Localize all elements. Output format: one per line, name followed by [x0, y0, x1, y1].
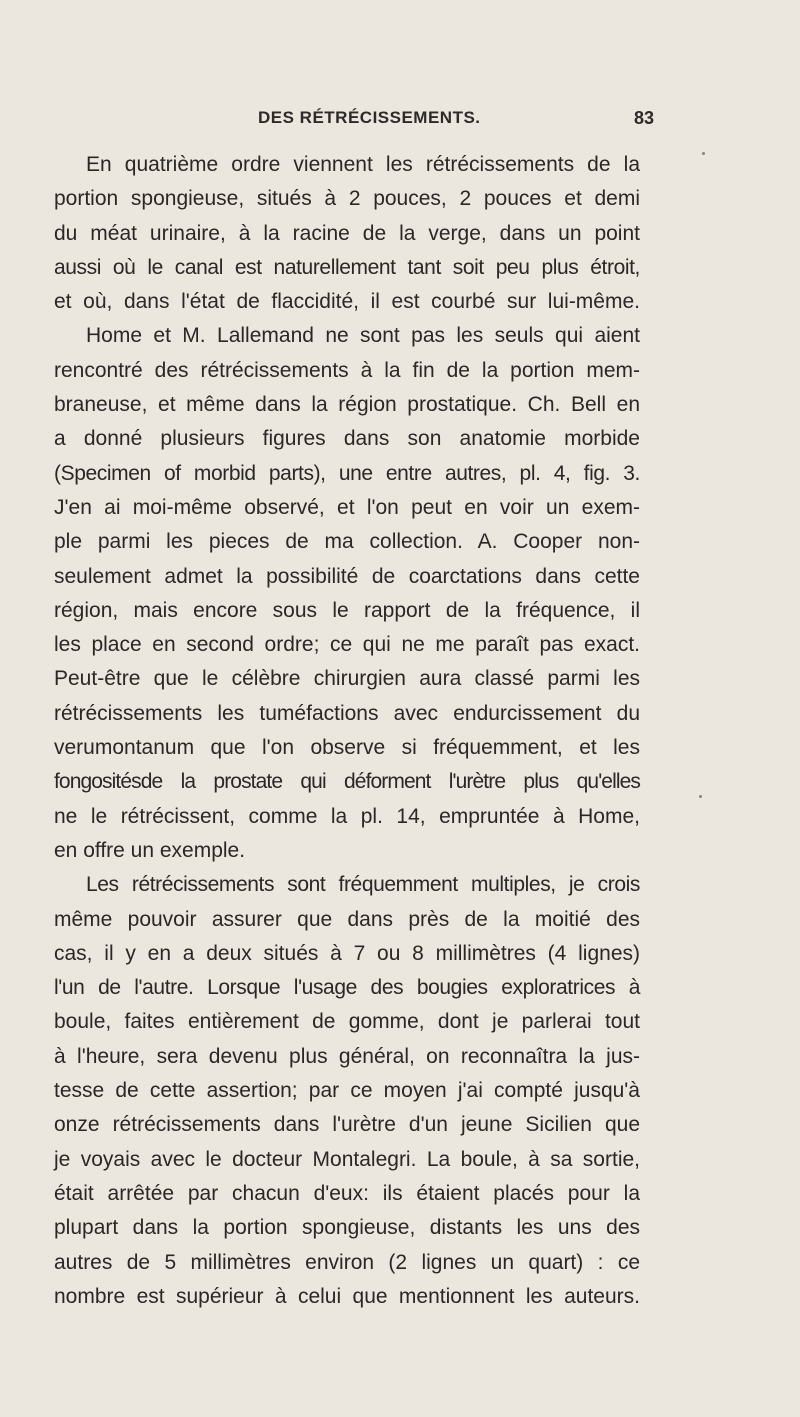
running-title: DES RÉTRÉCISSEMENTS.	[258, 108, 481, 127]
text-line: rencontré des rétrécissements à la fin de la portion mem-	[54, 358, 640, 382]
body-text	[54, 148, 640, 1314]
text-line: Peut-être que le célèbre chirurgien aura classé parmi les	[54, 667, 640, 691]
text-line: et où, dans l'état de flaccidité, il est courbé sur lui-même.	[54, 290, 640, 314]
text-line: les place en second ordre; ce qui ne me paraît pas exact.	[54, 633, 640, 657]
text-line: à l'heure, sera devenu plus général, on reconnaîtra la jus-	[54, 1044, 640, 1068]
text-line: fongositésde la prostate qui déforment l'urètre plus qu'elles	[54, 770, 640, 794]
text-line: ne le rétrécissent, comme la pl. 14, empruntée à Home,	[54, 804, 640, 828]
text-line: (Specimen of morbid parts), une entre autres, pl. 4, fig. 3.	[54, 461, 640, 485]
text-line: rétrécissements les tuméfactions avec endurcissement du	[54, 701, 640, 725]
text-line: l'un de l'autre. Lorsque l'usage des bougies exploratrices à	[54, 976, 640, 1000]
paper-speck	[702, 152, 705, 155]
text-line: cas, il y en a deux situés à 7 ou 8 millimètres (4 lignes)	[54, 941, 640, 965]
text-line: plupart dans la portion spongieuse, distants les uns des	[54, 1216, 640, 1240]
text-line: Les rétrécissements sont fréquemment multiples, je crois	[86, 873, 640, 897]
page-number: 83	[634, 108, 655, 128]
text-line: autres de 5 millimètres environ (2 lignes un quart) : ce	[54, 1250, 640, 1274]
text-line: J'en ai moi-même observé, et l'on peut en voir un exem-	[54, 495, 640, 519]
text-line: boule, faites entièrement de gomme, dont je parlerai tout	[54, 1010, 640, 1034]
text-line: tesse de cette assertion; par ce moyen j'ai compté jusqu'à	[54, 1079, 640, 1103]
paper-speck	[699, 795, 702, 798]
text-line: onze rétrécissements dans l'urètre d'un jeune Sicilien que	[54, 1113, 640, 1137]
text-line: En quatrième ordre viennent les rétrécissements de la	[86, 153, 640, 176]
text-line: était arrêtée par chacun d'eux: ils étaient placés pour la	[54, 1181, 640, 1205]
text-line: aussi où le canal est naturellement tant soit peu plus étroit,	[54, 255, 640, 279]
text-line: braneuse, et même dans la région prostatique. Ch. Bell en	[54, 393, 640, 417]
text-line: même pouvoir assurer que dans près de la moitié des	[54, 907, 640, 931]
text-line: verumontanum que l'on observe si fréquemment, et les	[54, 736, 640, 760]
text-line: région, mais encore sous le rapport de la fréquence, il	[54, 598, 640, 622]
text-line: en offre un exemple.	[54, 838, 246, 862]
text-line: Home et M. Lallemand ne sont pas les seuls qui aient	[86, 324, 640, 348]
text-line: seulement admet la possibilité de coarctations dans cette	[54, 564, 640, 588]
text-line: ple parmi les pieces de ma collection. A. Cooper non-	[54, 530, 640, 554]
text-line: du méat urinaire, à la racine de la verge, dans un point	[54, 221, 640, 245]
text-line: je voyais avec le docteur Montalegri. La boule, à sa sortie,	[54, 1147, 640, 1171]
text-line: a donné plusieurs figures dans son anatomie morbide	[54, 427, 640, 451]
text-line: portion spongieuse, situés à 2 pouces, 2 pouces et demi	[54, 187, 640, 211]
running-head	[0, 108, 800, 134]
text-line: nombre est supérieur à celui que mentionnent les auteurs.	[54, 1284, 640, 1308]
